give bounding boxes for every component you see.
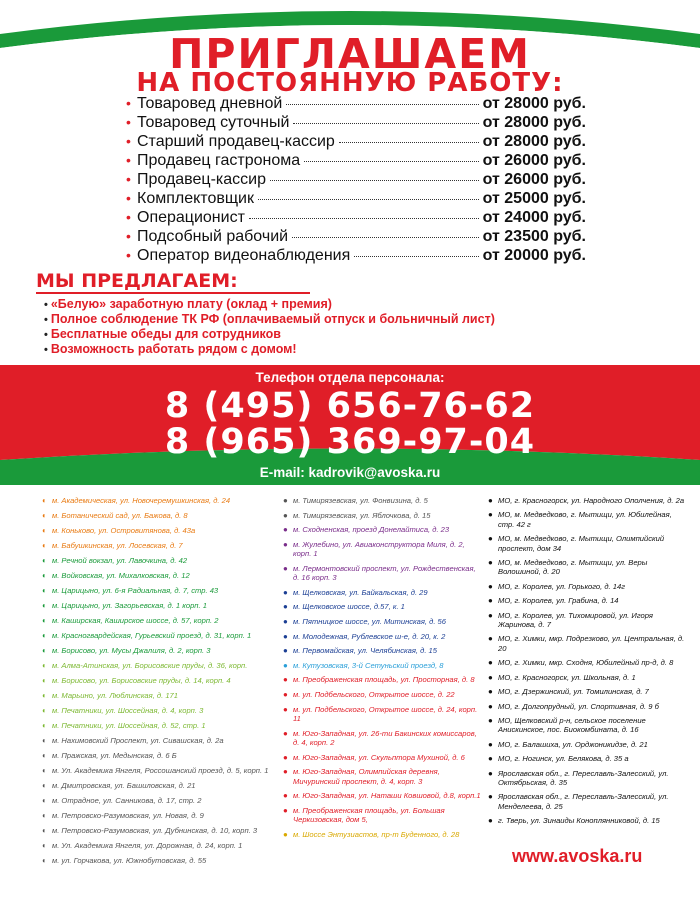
bullet-icon: ● xyxy=(283,660,288,670)
store-address xyxy=(42,841,282,850)
bullet-icon: • xyxy=(44,344,48,356)
store-address xyxy=(42,526,282,535)
dot-leader xyxy=(286,104,478,105)
bullet-icon: ● xyxy=(488,558,493,568)
store-address xyxy=(488,510,688,529)
store-address xyxy=(283,705,483,724)
bullet-icon: ◐ xyxy=(42,856,47,865)
bullet-icon: ◐ xyxy=(42,661,47,670)
store-address-text: м. Войковская, ул. Михалковская, д. 12 xyxy=(52,571,190,580)
offer-divider xyxy=(36,292,310,294)
store-address xyxy=(42,751,282,760)
store-address xyxy=(42,706,282,715)
offer-item xyxy=(44,312,495,327)
store-address-text: м. Царицыно, ул. Загорьевская, д. 1 корп. 1 xyxy=(52,601,207,610)
bullet-icon: ◐ xyxy=(42,646,47,655)
bullet-icon: ◐ xyxy=(42,766,47,775)
store-address-text: м. Тимирязевская, ул. Фонвизина, д. 5 xyxy=(293,496,428,505)
store-address xyxy=(42,661,282,670)
store-address xyxy=(42,631,282,640)
bullet-icon: ● xyxy=(283,704,288,714)
store-address-text: г. Тверь, ул. Зинаиды Коноплянниковой, д. 15 xyxy=(498,816,660,826)
bullet-icon: ● xyxy=(283,616,288,626)
bullet-icon: ◐ xyxy=(42,796,47,805)
store-address xyxy=(283,791,483,800)
bullet-icon: • xyxy=(126,95,131,111)
store-address-text: м. Пятницкое шоссе, ул. Митинская, д. 56 xyxy=(293,616,446,626)
bullet-icon: ● xyxy=(488,596,493,606)
store-address-text: м. Борисово, ул. Борисовские пруды, д. 14, корп. 4 xyxy=(52,676,231,685)
bullet-icon: ● xyxy=(488,658,493,668)
bullet-icon: ● xyxy=(488,581,493,591)
bullet-icon: ● xyxy=(488,701,493,711)
dot-leader xyxy=(304,161,478,162)
store-address-text: м. Лермонтовский проспект, ул. Рождественская, д. 16 корп. 3 xyxy=(293,563,476,583)
job-title: Продавец-кассир xyxy=(137,171,266,188)
store-address xyxy=(488,769,688,788)
job-title: Комплектовщик xyxy=(137,190,254,207)
store-address xyxy=(283,511,483,520)
store-address-text: м. Коньково, ул. Островитянова, д. 43а xyxy=(52,526,196,535)
store-address xyxy=(488,558,688,577)
job-salary: от 26000 руб. xyxy=(482,152,586,169)
dot-leader xyxy=(292,237,479,238)
store-address xyxy=(42,646,282,655)
job-row xyxy=(126,228,586,247)
bullet-icon: ◐ xyxy=(42,721,47,730)
store-address-text: Ярославская обл., г. Переславль-Залесский, ул. Октябрьская, д. 35 xyxy=(498,768,669,787)
store-address-text: МО, г. Химки, мкр. Сходня, Юбилейный пр-д, д. 8 xyxy=(498,658,674,668)
bullet-icon: ● xyxy=(283,805,288,815)
bullet-icon: • xyxy=(44,299,48,311)
bullet-icon: ● xyxy=(488,715,493,725)
bullet-icon: ◐ xyxy=(42,781,47,790)
store-address xyxy=(42,811,282,820)
store-address-text: МО, г. Химки, мкр. Подрезково, ул. Центральная, д. 20 xyxy=(498,634,685,653)
job-row xyxy=(126,190,586,209)
store-address-text: м. Академическая, ул. Новочеремушкинская, д. 24 xyxy=(52,496,231,505)
bullet-icon: ● xyxy=(488,634,493,644)
bullet-icon: ◐ xyxy=(42,631,47,640)
bullet-icon: ● xyxy=(283,646,288,656)
bullet-icon: ● xyxy=(283,563,288,573)
store-address xyxy=(283,525,483,534)
store-address xyxy=(42,511,282,520)
store-address-text: м. Сходненская, проезд Донелайтиса, д. 23 xyxy=(293,525,450,535)
store-address xyxy=(488,658,688,667)
store-address-text: м. Петровско-Разумовская, ул. Новая, д. 9 xyxy=(52,811,204,820)
bullet-icon: ● xyxy=(283,728,288,738)
bullet-icon: ● xyxy=(488,792,493,802)
bullet-icon: ● xyxy=(283,689,288,699)
store-address xyxy=(488,702,688,711)
bullet-icon: ◐ xyxy=(42,586,47,595)
bullet-icon: • xyxy=(126,190,131,206)
job-title: Старший продавец-кассир xyxy=(137,133,335,150)
store-address-text: МО, г. Королев, ул. Грабина, д. 14 xyxy=(498,596,619,606)
store-address-text: м. Щелковская, ул. Байкальская, д. 29 xyxy=(293,587,428,597)
store-address-text: м. Борисово, ул. Мусы Джалиля, д. 2, корп. 3 xyxy=(52,646,211,655)
store-address xyxy=(42,856,282,865)
bullet-icon: ● xyxy=(488,768,493,778)
store-address-text: м. Петровско-Разумовская, ул. Дубнинская, д. 10, корп. 3 xyxy=(52,826,258,835)
store-address-text: м. Щелковское шоссе, д.57, к. 1 xyxy=(293,602,405,612)
store-address xyxy=(283,617,483,626)
store-address-text: м. Печатники, ул. Шоссейная, д. 52, стр. 1 xyxy=(52,721,206,730)
bullet-icon: ◐ xyxy=(42,556,47,565)
bullet-icon: ◐ xyxy=(42,511,47,520)
store-address xyxy=(42,616,282,625)
store-address xyxy=(283,564,483,583)
offer-item xyxy=(44,327,495,342)
store-address xyxy=(42,781,282,790)
dot-leader xyxy=(339,142,479,143)
email-link[interactable]: E-mail: kadrovik@avoska.ru xyxy=(259,465,441,480)
store-address-text: м. ул. Подбельского, Открытое шоссе, д. 24, корп. 11 xyxy=(293,704,478,723)
bullet-icon: ● xyxy=(283,752,288,762)
store-address-text: м. Юго-Западная, ул. Наташи Ковшовой, д.8, корп.1 xyxy=(293,791,481,801)
bullet-icon: ● xyxy=(283,829,288,839)
phone-number-1[interactable]: 8 (495) 656-76-62 xyxy=(164,386,536,426)
bullet-icon: • xyxy=(126,133,131,149)
store-address xyxy=(488,596,688,605)
offer-title: МЫ ПРЕДЛАГАЕМ: xyxy=(36,270,238,292)
store-address xyxy=(42,541,282,550)
bullet-icon: ● xyxy=(283,767,288,777)
store-address-text: МО, Щелковский р-н, сельское поселение Анискинское, пос. Биокомбината, д. 16 xyxy=(498,715,646,735)
job-title: Подсобный рабочий xyxy=(137,228,289,245)
offer-item xyxy=(44,342,495,357)
dot-leader xyxy=(354,256,478,257)
store-address-text: МО, м. Медведково, г. Мытищи, ул. Веры Волошиной, д. 20 xyxy=(498,558,648,577)
bullet-icon: ◐ xyxy=(42,736,47,745)
store-address-text: МО, г. Дзержинский, ул. Томилинская, д. 7 xyxy=(498,687,649,697)
bullet-icon: • xyxy=(126,209,131,225)
store-address xyxy=(283,602,483,611)
job-salary: от 28000 руб. xyxy=(482,114,586,131)
bullet-icon: ● xyxy=(488,672,493,682)
store-address-text: м. Каширская, Каширское шоссе, д. 57, корп. 2 xyxy=(52,616,219,625)
job-row xyxy=(126,133,586,152)
store-address-text: м. Кутузовская, 3-й Сетуньский проезд, 8 xyxy=(293,660,444,670)
store-address-text: МО, г. Балашиха, ул. Орджоникидзе, д. 21 xyxy=(498,739,648,749)
store-list-moscow-2 xyxy=(283,496,483,844)
bullet-icon: ◐ xyxy=(42,571,47,580)
store-address-text: м. Отрадное, ул. Санникова, д. 17, стр. 2 xyxy=(52,796,202,805)
bullet-icon: ● xyxy=(283,675,288,685)
store-list-region xyxy=(488,496,688,831)
bullet-icon: ● xyxy=(488,534,493,544)
store-address xyxy=(42,691,282,700)
website-link[interactable]: www.avoska.ru xyxy=(512,846,643,866)
bullet-icon: ● xyxy=(283,602,288,612)
bullet-icon: ● xyxy=(283,496,288,505)
offer-list xyxy=(44,297,495,357)
bullet-icon: ◐ xyxy=(42,601,47,610)
store-list-moscow-1 xyxy=(42,496,282,871)
store-address-text: МО, м. Медведково, г. Мытищи, Олимпийский проспект, дом 34 xyxy=(498,534,665,553)
store-address xyxy=(488,687,688,696)
job-salary: от 25000 руб. xyxy=(482,190,586,207)
bullet-icon: ◐ xyxy=(42,676,47,685)
bullet-icon: • xyxy=(44,329,48,341)
bullet-icon: ◐ xyxy=(42,526,47,535)
bullet-icon: ● xyxy=(488,739,493,749)
store-address xyxy=(488,534,688,553)
dot-leader xyxy=(249,218,479,219)
bullet-icon: ● xyxy=(283,539,288,549)
store-address-text: м. Пражская, ул. Медынская, д. 6 Б xyxy=(52,751,177,760)
store-address xyxy=(283,729,483,748)
store-address-text: м. Бабушкинская, ул. Лосевская, д. 7 xyxy=(52,541,183,550)
bullet-icon: ● xyxy=(283,510,288,520)
store-address-text: м. Молодежная, Рублевское ш-е, д. 20, к. 2 xyxy=(293,631,446,641)
store-address-text: м. Алма-Атинская, ул. Борисовские пруды, д. 36, корп. xyxy=(52,661,248,670)
store-address xyxy=(283,496,483,505)
job-title: Товаровед суточный xyxy=(137,114,290,131)
dot-leader xyxy=(270,180,479,181)
job-title: Оператор видеонаблюдения xyxy=(137,247,351,264)
store-address-text: МО, г. Красногорск, ул. Народного Ополчения, д. 2а xyxy=(498,496,685,505)
store-address-text: м. Речной вокзал, ул. Лавочкина, д. 42 xyxy=(52,556,188,565)
store-address xyxy=(42,586,282,595)
store-address-text: Ярославская обл., г. Переславль-Залесский, ул. Менделеева, д. 25 xyxy=(498,792,669,811)
job-salary: от 28000 руб. xyxy=(482,133,586,150)
store-address xyxy=(42,736,282,745)
job-row xyxy=(126,152,586,171)
headline-main: ПРИГЛАШАЕМ xyxy=(169,30,531,78)
job-row xyxy=(126,247,586,266)
bullet-icon: ● xyxy=(488,496,493,505)
bullet-icon: ● xyxy=(488,816,493,826)
store-address xyxy=(488,816,688,825)
job-title: Операционист xyxy=(137,209,245,226)
job-salary: от 26000 руб. xyxy=(482,171,586,188)
store-address xyxy=(283,675,483,684)
store-address-text: МО, м. Медведково, г. Мытищи, ул. Юбилейная, стр. 42 г xyxy=(498,510,672,529)
store-address-text: МО, г. Королев, ул. Тихомировой, ул. Игоря Жаринова, д. 7 xyxy=(498,610,653,630)
store-address xyxy=(42,496,282,505)
bullet-icon: ◐ xyxy=(42,706,47,715)
offer-text: Возможность работать рядом с домом! xyxy=(50,342,297,356)
job-title: Товаровед дневной xyxy=(137,95,283,112)
store-address-text: м. Юго-Западная, Олимпийская деревня, Мичуринский проспект, д. 4, корп. 3 xyxy=(293,767,440,786)
bullet-icon: ● xyxy=(283,525,288,535)
store-address-text: м. Первомайская, ул. Челябинская, д. 15 xyxy=(293,646,437,656)
store-address-text: м. Дмитровская, ул. Башиловская, д. 21 xyxy=(52,781,196,790)
bullet-icon: ● xyxy=(488,610,493,620)
phone-number-2[interactable]: 8 (965) 369-97-04 xyxy=(164,422,536,462)
store-address xyxy=(488,611,688,630)
headline-sub: НА ПОСТОЯННУЮ РАБОТУ: xyxy=(136,68,564,98)
bullet-icon: ● xyxy=(283,587,288,597)
store-address xyxy=(283,646,483,655)
store-address-text: м. Преображенская площадь, ул. Просторная, д. 8 xyxy=(293,675,475,685)
store-address-text: м. Преображенская площадь, ул. Большая Черкизовская, дом 5, xyxy=(293,805,445,825)
store-address xyxy=(283,767,483,786)
bullet-icon: • xyxy=(126,228,131,244)
store-address xyxy=(488,740,688,749)
store-address xyxy=(42,571,282,580)
bullet-icon: ● xyxy=(488,687,493,697)
store-address xyxy=(488,754,688,763)
store-address xyxy=(42,676,282,685)
store-address xyxy=(488,792,688,811)
job-salary: от 20000 руб. xyxy=(482,247,586,264)
store-address-text: м. Ул. Академика Янгеля, ул. Дорожная, д. 24, корп. 1 xyxy=(52,841,243,850)
job-row xyxy=(126,209,586,228)
store-address-text: МО, г. Ногинск, ул. Белякова, д. 35 а xyxy=(498,754,629,764)
store-address-text: м. Юго-Западная, ул. 26-ти Бакинских комиссаров, д. 4, корп. 2 xyxy=(293,728,477,747)
store-address xyxy=(283,540,483,559)
store-address xyxy=(283,830,483,839)
store-address-text: м. Марьино, ул. Люблинская, д. 171 xyxy=(52,691,179,700)
store-address xyxy=(488,673,688,682)
job-title: Продавец гастронома xyxy=(137,152,301,169)
offer-text: Бесплатные обеды для сотрудников xyxy=(50,327,281,341)
offer-text: Полное соблюдение ТК РФ (оплачиваемый отпуск и больничный лист) xyxy=(50,312,495,326)
job-salary: от 23500 руб. xyxy=(482,228,586,245)
bullet-icon: ● xyxy=(488,754,493,764)
store-address xyxy=(283,588,483,597)
store-address xyxy=(488,634,688,653)
bullet-icon: • xyxy=(126,152,131,168)
bullet-icon: • xyxy=(126,171,131,187)
dot-leader xyxy=(258,199,479,200)
store-address-text: МО, г. Долгопрудный, ул. Спортивная, д. 9 б xyxy=(498,701,659,711)
store-address xyxy=(42,721,282,730)
dot-leader xyxy=(293,123,478,124)
store-address xyxy=(488,582,688,591)
bullet-icon: ◐ xyxy=(42,541,47,550)
bullet-icon: ◐ xyxy=(42,751,47,760)
bullet-icon: ◐ xyxy=(42,691,47,700)
store-address-text: м. Царицыно, ул. 6-я Радиальная, д. 7, стр. 43 xyxy=(52,586,219,595)
offer-item xyxy=(44,297,495,312)
store-address-text: МО, г. Королев, ул. Горького, д. 14г xyxy=(498,581,625,591)
store-address xyxy=(283,806,483,825)
store-address-text: м. ул. Подбельского, Открытое шоссе, д. 22 xyxy=(293,689,455,699)
store-address xyxy=(42,826,282,835)
bullet-icon: ● xyxy=(488,510,493,520)
job-row xyxy=(126,95,586,114)
store-address-text: м. Юго-Западная, ул. Скульптора Мухиной, д. 6 xyxy=(293,752,465,762)
job-salary: от 24000 руб. xyxy=(482,209,586,226)
job-row xyxy=(126,171,586,190)
store-address-text: м. Шоссе Энтузиастов, пр-т Буденного, д. 28 xyxy=(293,829,460,839)
bullet-icon: • xyxy=(126,114,131,130)
store-address-text: м. Тимирязевская, ул. Яблочкова, д. 15 xyxy=(293,510,431,520)
store-address xyxy=(283,753,483,762)
bullet-icon: • xyxy=(44,314,48,326)
store-address xyxy=(42,601,282,610)
store-address-text: м. Ул. Академика Янгеля, Россошанский проезд, д. 5, корп. 1 xyxy=(52,766,269,775)
job-row xyxy=(126,114,586,133)
store-address-text: м. Нахимовский Проспект, ул. Сивашская, д. 2а xyxy=(52,736,224,745)
bullet-icon: ● xyxy=(283,791,288,801)
bullet-icon: ◐ xyxy=(42,616,47,625)
store-address xyxy=(42,766,282,775)
job-list xyxy=(126,95,586,266)
store-address xyxy=(283,690,483,699)
store-address-text: м. Красногвардейская, Гурьевский проезд, д. 31, корп. 1 xyxy=(52,631,252,640)
bullet-icon: ● xyxy=(283,631,288,641)
store-address-text: м. Жулебино, ул. Авиаконструктора Миля, д. 2, корп. 1 xyxy=(293,539,465,559)
job-salary: от 28000 руб. xyxy=(482,95,586,112)
store-address xyxy=(283,661,483,670)
phone-label: Телефон отдела персонала: xyxy=(255,370,445,385)
offer-text: «Белую» заработную плату (оклад + премия) xyxy=(50,297,332,311)
store-address xyxy=(283,632,483,641)
store-address-text: м. ул. Горчакова, ул. Южнобутовская, д. 55 xyxy=(52,856,207,865)
store-address-text: м. Печатники, ул. Шоссейная, д. 4, корп. 3 xyxy=(52,706,204,715)
bullet-icon: ◐ xyxy=(42,811,47,820)
store-address xyxy=(488,496,688,505)
bullet-icon: ◐ xyxy=(42,841,47,850)
store-address xyxy=(42,796,282,805)
bullet-icon: ◐ xyxy=(42,826,47,835)
store-address xyxy=(42,556,282,565)
store-address-text: МО, г. Красногорск, ул. Школьная, д. 1 xyxy=(498,672,636,682)
store-address xyxy=(488,716,688,735)
bullet-icon: • xyxy=(126,247,131,263)
bullet-icon: ◐ xyxy=(42,496,47,505)
store-address-text: м. Ботанический сад, ул. Бажова, д. 8 xyxy=(52,511,188,520)
